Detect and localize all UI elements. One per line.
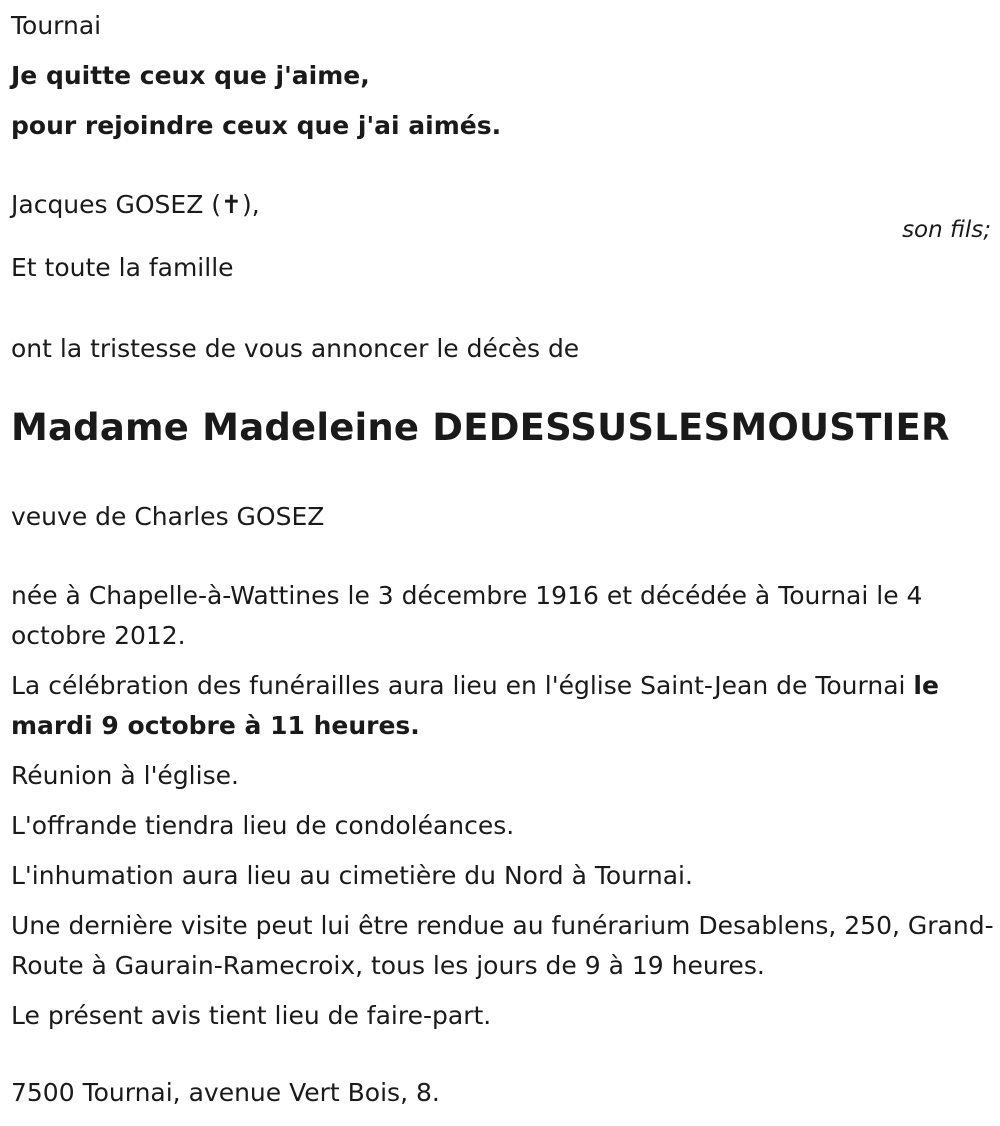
birth-death-text: née à Chapelle-à-Wattines le 3 décembre 1916 et décédée à Tournai le 4 octobre 2012. [11, 581, 923, 650]
city-heading: Tournai [11, 11, 102, 40]
burial-text: L'inhumation aura lieu au cimetière du Nord à Tournai. [11, 861, 693, 890]
announcement-text: ont la tristesse de vous annoncer le décès de [11, 334, 580, 363]
notice-text: Le présent avis tient lieu de faire-part. [11, 1001, 492, 1030]
quote-line-2: pour rejoindre ceux que j'ai aimés. [11, 111, 502, 140]
visit-text: Une dernière visite peut lui être rendue au funérarium Desablens, 250, Grand-Route à Gaurain-Ramecroix, tous les jours de 9 à 19 heures. [11, 911, 994, 980]
deceased-name: Madame Madeleine DEDESSUSLESMOUSTIER [11, 406, 950, 449]
ceremony-paragraph [11, 666, 996, 746]
family-member-1: Jacques GOSEZ (✝), [11, 190, 260, 219]
ceremony-text: La célébration des funérailles aura lieu en l'église Saint-Jean de Tournai [11, 671, 914, 700]
offering-text: L'offrande tiendra lieu de condoléances. [11, 811, 515, 840]
quote-line-1: Je quitte ceux que j'aime, [11, 61, 370, 90]
meeting-text: Réunion à l'église. [11, 761, 239, 790]
address: 7500 Tournai, avenue Vert Bois, 8. [11, 1078, 440, 1107]
widow-of: veuve de Charles GOSEZ [11, 502, 325, 531]
ceremony-date: le mardi 9 octobre à 11 heures. [11, 671, 939, 740]
details-block [11, 576, 996, 1046]
family-member-2: Et toute la famille [11, 253, 234, 282]
family-member-1-role: son fils; [902, 217, 991, 243]
